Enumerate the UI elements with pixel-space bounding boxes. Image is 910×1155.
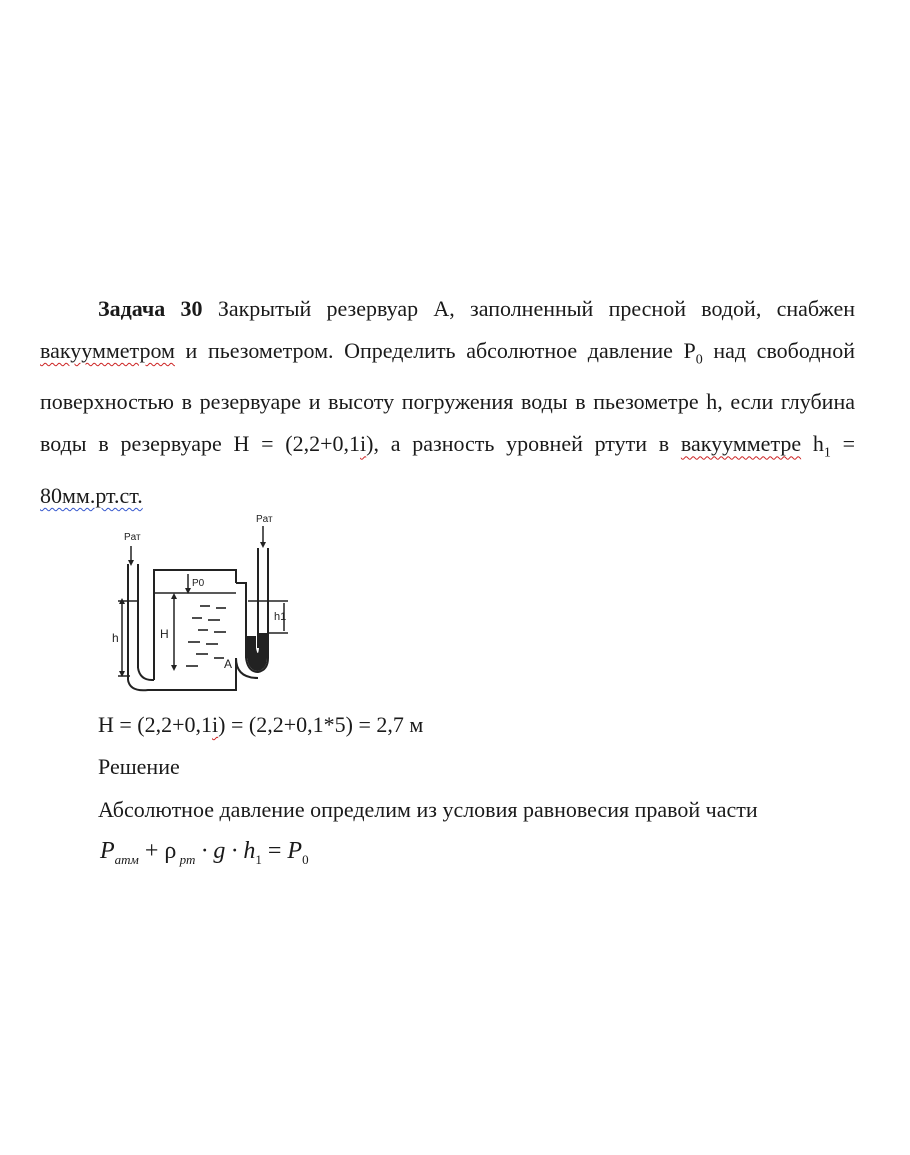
label-h1: h1 bbox=[274, 611, 287, 623]
problem-text-part: ), а разность уровней ртути в bbox=[366, 431, 681, 457]
problem-text-part: = bbox=[830, 431, 856, 457]
vacuum-tube bbox=[236, 583, 246, 658]
formula-symbol: ρ bbox=[164, 838, 177, 864]
spellcheck-word: i bbox=[360, 431, 367, 457]
calc-part: ) = (2,2+0,1*5) = 2,7 м bbox=[218, 712, 424, 737]
label-patm-left: Pат bbox=[124, 532, 141, 543]
subscript: 0 bbox=[695, 352, 703, 368]
label-H: H bbox=[160, 627, 169, 641]
problem-text-part: Закрытый резервуар А, заполненный пресной водой, снабжен bbox=[202, 296, 855, 321]
problem-statement bbox=[40, 288, 855, 517]
problem-text-part: над свободной поверхностью в резервуаре и высоту погружения воды в пьезометре h, если глубина воды в резервуаре Н = (2,2+0,1 bbox=[40, 338, 855, 457]
label-p0: P0 bbox=[192, 578, 205, 589]
subscript: 1 bbox=[823, 445, 831, 461]
spellcheck-word: вакуумметре bbox=[680, 431, 802, 457]
reservoir-diagram bbox=[108, 508, 318, 698]
spellcheck-word: 80мм.рт.ст. bbox=[40, 482, 143, 508]
formula-symbol: P bbox=[287, 838, 303, 864]
formula-subscript: рт bbox=[176, 852, 196, 867]
problem-text-part: h bbox=[801, 431, 824, 457]
equilibrium-formula bbox=[100, 834, 309, 877]
solution-heading: Решение bbox=[98, 754, 180, 779]
formula-subscript: атм bbox=[114, 852, 139, 867]
formula-subscript: 1 bbox=[255, 852, 262, 867]
label-A: A bbox=[224, 657, 233, 671]
calc-part: Н = (2,2+0,1 bbox=[98, 712, 213, 737]
label-h: h bbox=[112, 631, 119, 645]
formula-operator: · g · bbox=[195, 838, 244, 864]
problem-title: Задача 30 bbox=[98, 296, 203, 321]
formula-subscript: 0 bbox=[302, 852, 309, 867]
formula-operator: = bbox=[261, 838, 288, 864]
formula-symbol: P bbox=[100, 838, 115, 864]
piezometer-bend bbox=[128, 680, 154, 690]
formula-operator: + bbox=[138, 838, 165, 864]
problem-text-part: и пьезометром. Определить абсолютное давление Р bbox=[174, 338, 696, 363]
piezometer-bend bbox=[138, 668, 154, 680]
label-patm-right: Pат bbox=[256, 514, 273, 525]
spellcheck-word: вакуумметром bbox=[40, 338, 175, 363]
depth-calculation bbox=[98, 710, 423, 740]
spellcheck-word: i bbox=[212, 712, 219, 737]
solution-text: Абсолютное давление определим из условия равновесия правой части bbox=[98, 797, 758, 822]
formula-symbol: h bbox=[243, 838, 256, 864]
